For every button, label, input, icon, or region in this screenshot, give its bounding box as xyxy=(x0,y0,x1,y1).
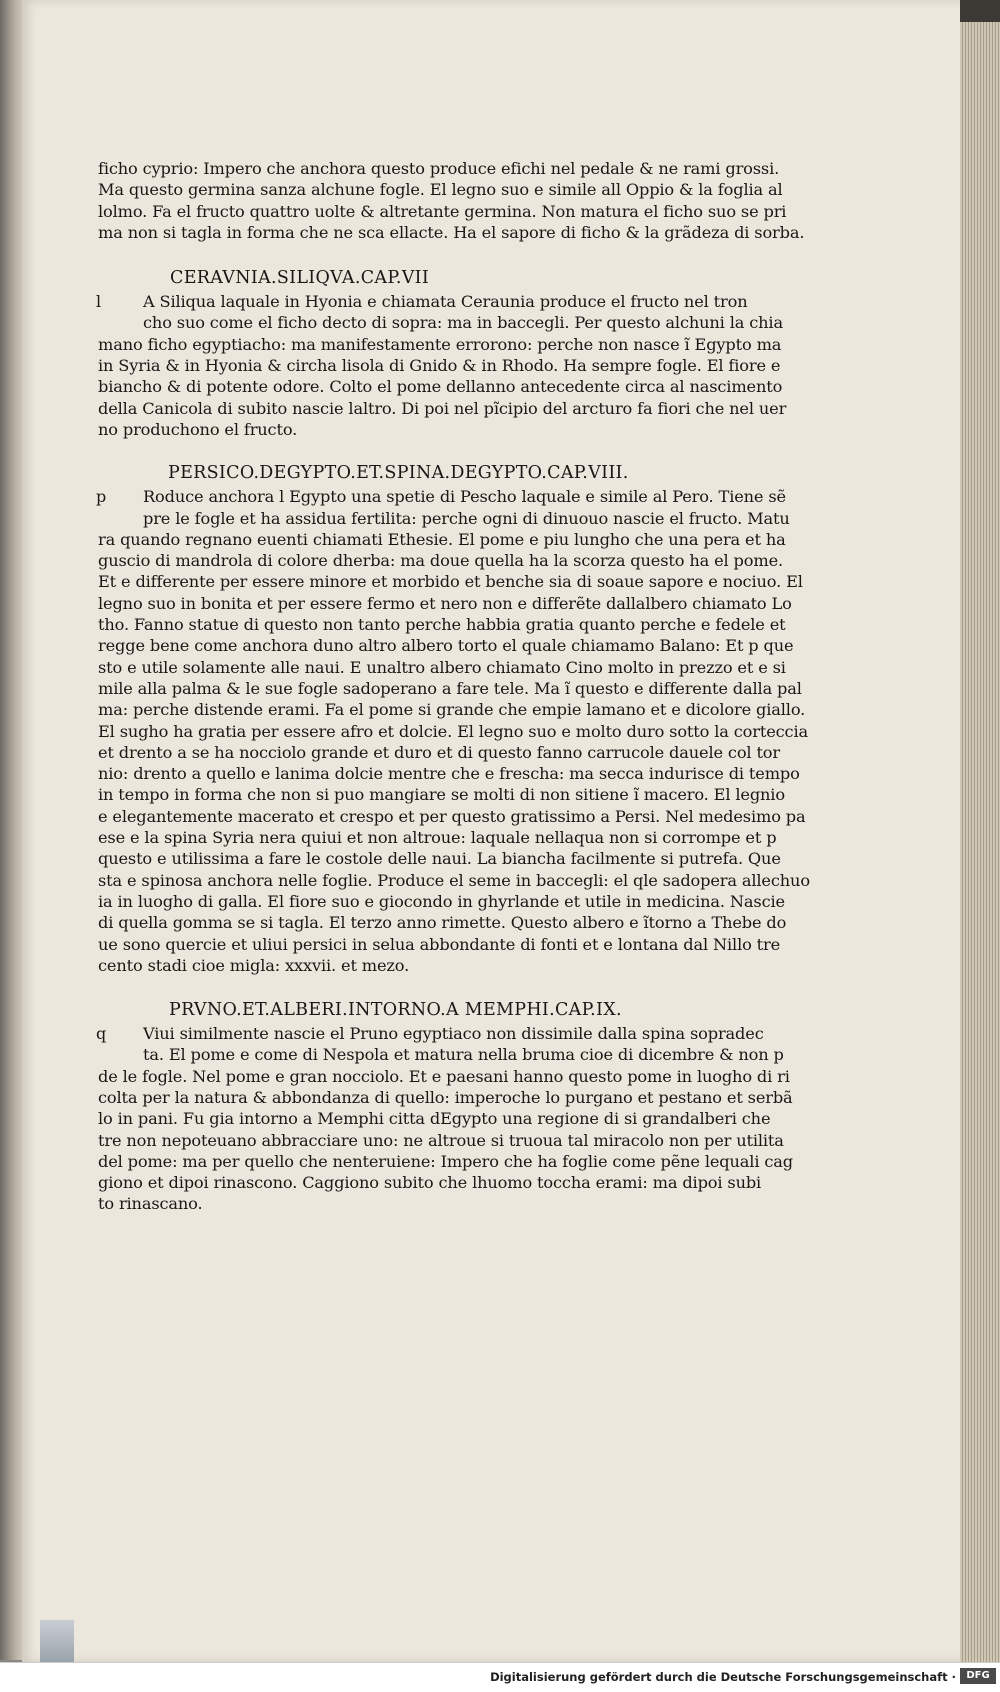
guide-letter: l xyxy=(96,292,102,312)
chapter-heading-ix: PRVNO.ET.ALBERI.INTORNO.A MEMPHI.CAP.IX. xyxy=(169,1000,622,1021)
dfg-logo: DFG xyxy=(960,1668,996,1684)
text-line: ma non si tagla in forma che ne sca ellacte. Ha el sapore di ficho & la grãdeza di sorba. xyxy=(98,222,805,242)
text-line: ma: perche distende erami. Fa el pome si grande che empie lamano et e dicolore giallo. xyxy=(98,700,806,720)
book-right-edge xyxy=(960,0,1000,1662)
guide-letter: q xyxy=(96,1024,107,1044)
page-text xyxy=(96,158,810,1215)
text-line: regge bene come anchora duno altro albero torto el quale chiamamo Balano: Et p que xyxy=(98,636,794,656)
text-line: ta. El pome e come di Nespola et matura nella bruma cioe di dicembre & non p xyxy=(143,1045,784,1065)
text-line: mile alla palma & le sue fogle sadoperano a fare tele. Ma ĩ questo e differente dalla pal xyxy=(98,678,802,698)
text-line: sta e spinosa anchora nelle foglie. Produce el seme in baccegli: el qle sadopera allechuo xyxy=(98,870,810,890)
text-line: nio: drento a quello e lanima dolcie mentre che e frescha: ma secca indurisce di tempo xyxy=(98,764,800,784)
text-line: Roduce anchora l Egypto una spetie di Pescho laquale e simile al Pero. Tiene sẽ xyxy=(143,487,786,507)
text-line: giono et dipoi rinascono. Caggiono subito che lhuomo toccha erami: ma dipoi subi xyxy=(98,1173,762,1193)
text-line: lo in pani. Fu gia intorno a Memphi citta dEgypto una regione di si grandalberi che xyxy=(98,1109,771,1129)
paragraph-ceraunia xyxy=(96,291,787,440)
paragraph-fig-cyprus xyxy=(98,158,805,243)
text-line: colta per la natura & abbondanza di quello: imperoche lo purgano et pestano et serbã xyxy=(98,1087,793,1107)
text-line: to rinascano. xyxy=(98,1194,203,1214)
text-line: pre le fogle et ha assidua fertilita: perche ogni di dinuouo nascie el fructo. Matu xyxy=(143,508,790,528)
text-line: sto e utile solamente alle naui. E unaltro albero chiamato Cino molto in prezzo et e si xyxy=(98,657,786,677)
text-line: di quella gomma se si tagla. El terzo anno rimette. Questo albero e ĩtorno a Thebe do xyxy=(98,913,787,933)
text-line: guscio di mandrola di colore dherba: ma doue quella ha la scorza questo ha el pome. xyxy=(98,551,783,571)
guide-letter: p xyxy=(96,487,107,507)
footer-bar xyxy=(0,1662,1000,1692)
text-line: ue sono quercie et uliui persici in selua abbondante di fonti et e lontana dal Nillo tre xyxy=(98,934,781,954)
text-line: ia in luogho di galla. El fiore suo e giocondo in ghyrlande et utile in medicina. Nascie xyxy=(98,891,785,911)
text-line: ese e la spina Syria nera quiui et non altroue: laquale nellaqua non si corrompe et p xyxy=(98,828,777,848)
text-line: della Canicola di subito nascie laltro. Di poi nel pĩcipio del arcturo fa fiori che nel uer xyxy=(98,398,787,418)
text-line: in tempo in forma che non si puo mangiare se molti di non sitiene ĩ macero. El legnio xyxy=(98,785,785,805)
text-line: biancho & di potente odore. Colto el pome dellanno antecedente circa al nascimento xyxy=(98,377,783,397)
text-line: lolmo. Fa el fructo quattro uolte & altretante germina. Non matura el ficho suo se pri xyxy=(98,201,787,221)
text-line: tre non nepoteuano abbracciare uno: ne altroue si truoua tal miracolo non per utilita xyxy=(98,1130,784,1150)
text-line: cho suo come el ficho decto di sopra: ma in baccegli. Per questo alchuni la chia xyxy=(143,313,783,333)
text-line: mano ficho egyptiacho: ma manifestamente errorono: perche non nasce ĩ Egypto ma xyxy=(98,334,782,354)
text-line: questo e utilissima a fare le costole delle naui. La biancha facilmente si putrefa. Que xyxy=(98,849,781,869)
text-line: Et e differente per essere minore et morbido et benche sia di soaue sapore e nociuo. El xyxy=(98,572,803,592)
text-line: ficho cyprio: Impero che anchora questo produce efichi nel pedale & ne rami grossi. xyxy=(98,159,780,178)
text-line: El sugho ha gratia per essere afro et dolcie. El legno suo e molto duro sotto la corteccia xyxy=(98,721,808,741)
text-line: Ma questo germina sanza alchune fogle. El legno suo e simile all Oppio & la foglia al xyxy=(98,180,783,200)
text-line: e elegantemente macerato et crespo et per questo gratissimo a Persi. Nel medesimo pa xyxy=(98,806,806,826)
text-line: de le fogle. Nel pome e gran nocciolo. Et e paesani hanno questo pome in luogho di ri xyxy=(98,1066,790,1086)
text-line: A Siliqua laquale in Hyonia e chiamata Ceraunia produce el fructo nel tron xyxy=(143,292,748,312)
text-line: del pome: ma per quello che nenteruiene: Impero che ha foglie come pẽne lequali cag xyxy=(98,1151,793,1171)
text-line: tho. Fanno statue di questo non tanto perche habbia gratia quanto perche e fedele et xyxy=(98,615,786,635)
text-line: et drento a se ha nocciolo grande et duro et di questo fanno carrucole dauele col tor xyxy=(98,742,780,762)
text-line: no produchono el fructo. xyxy=(98,419,298,439)
text-line: in Syria & in Hyonia & circha lisola di Gnido & in Rhodo. Ha sempre fogle. El fiore e xyxy=(98,356,781,376)
paragraph-pruno xyxy=(96,1023,793,1215)
text-line: cento stadi cioe migla: xxxvii. et mezo. xyxy=(98,955,410,975)
text-line: legno suo in bonita et per essere fermo et nero non e differẽte dallalbero chiamato Lo xyxy=(98,593,792,613)
text-line: ra quando regnano euenti chiamati Ethesie. El pome e piu lungho che una pera et ha xyxy=(98,529,786,549)
chapter-heading-viii: PERSICO.DEGYPTO.ET.SPINA.DEGYPTO.CAP.VIII. xyxy=(168,463,629,484)
funding-notice: Digitalisierung gefördert durch die Deutsche Forschungsgemeinschaft · xyxy=(490,1670,956,1684)
book-right-corner xyxy=(960,0,1000,22)
ribbon-bookmark xyxy=(40,1620,74,1662)
paragraph-persico xyxy=(96,486,810,976)
chapter-heading-vii: CERAVNIA.SILIQVA.CAP.VII xyxy=(170,268,430,289)
text-line: Viui similmente nascie el Pruno egyptiaco non dissimile dalla spina sopradec xyxy=(143,1024,764,1044)
